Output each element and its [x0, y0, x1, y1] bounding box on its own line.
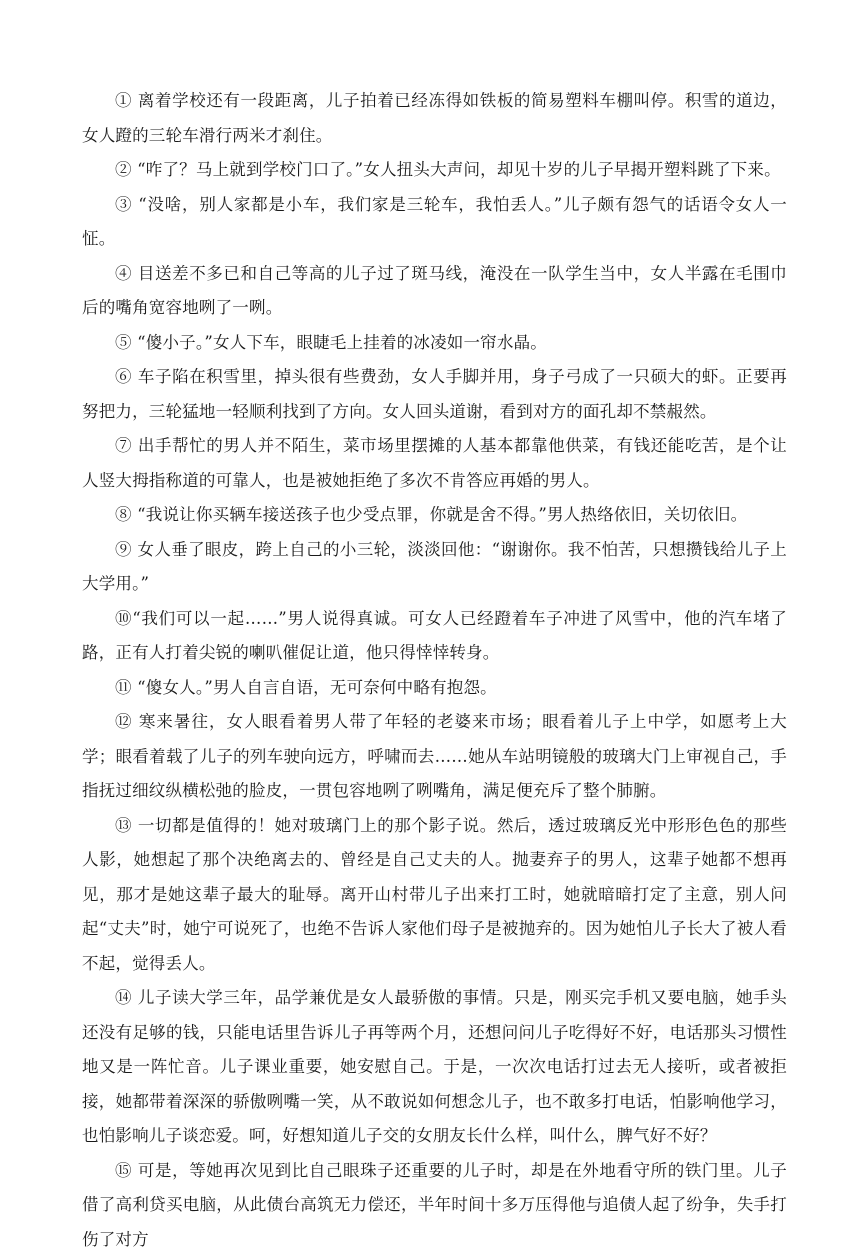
paragraph-13: ⑬ 一切都是值得的！她对玻璃门上的那个影子说。然后，透过玻璃反光中形形色色的那些人影，她想起了那个决绝离去的、曾经是自己丈夫的人。抛妻弃子的男人，这辈子她都不想再见，那才是她这辈子最大的耻辱。离开山村带儿子出来打工时，她就暗暗打定了主意，别人问起“丈夫”时，她宁可说死了，也绝不告诉人家他们母子是被抛弃的。因为她怕儿子长大了被人看不起，觉得丢人。: [82, 809, 787, 982]
document-body: [82, 84, 787, 1257]
paragraph-1: ① 离着学校还有一段距离，儿子拍着已经冻得如铁板的简易塑料车棚叫停。积雪的道边，女人蹬的三轮车滑行两米才刹住。: [82, 84, 787, 153]
paragraph-11: ⑪ “傻女人。”男人自言自语，无可奈何中略有抱怨。: [82, 671, 787, 706]
paragraph-14: ⑭ 儿子读大学三年，品学兼优是女人最骄傲的事情。只是，刚买完手机又要电脑，她手头还没有足够的钱，只能电话里告诉儿子再等两个月，还想问问儿子吃得好不好，电话那头习惯性地又是一阵忙音。儿子课业重要，她安慰自己。于是，一次次电话打过去无人接听，或者被拒接，她都带着深深的骄傲咧嘴一笑，从不敢说如何想念儿子，也不敢多打电话，怕影响他学习，也怕影响儿子谈恋爱。呵，好想知道儿子交的女朋友长什么样，叫什么，脾气好不好？: [82, 981, 787, 1154]
paragraph-9: ⑨ 女人垂了眼皮，跨上自己的小三轮，淡淡回他：“谢谢你。我不怕苦，只想攒钱给儿子上大学用。”: [82, 533, 787, 602]
paragraph-10: ⑩“我们可以一起……”男人说得真诚。可女人已经蹬着车子冲进了风雪中，他的汽车堵了路，正有人打着尖锐的喇叭催促让道，他只得悻悻转身。: [82, 602, 787, 671]
paragraph-12: ⑫ 寒来暑往，女人眼看着男人带了年轻的老婆来市场；眼看着儿子上中学，如愿考上大学；眼看着载了儿子的列车驶向远方，呼啸而去……她从车站明镜般的玻璃大门上审视自己，手指抚过细纹纵横松弛的脸皮，一贯包容地咧了咧嘴角，满足便充斥了整个肺腑。: [82, 705, 787, 809]
paragraph-3: ③ “没啥，别人家都是小车，我们家是三轮车，我怕丢人。”儿子颇有怨气的话语令女人一怔。: [82, 188, 787, 257]
paragraph-2: ② “咋了？马上就到学校门口了。”女人扭头大声问，却见十岁的儿子早揭开塑料跳了下来。: [82, 153, 787, 188]
paragraph-8: ⑧ “我说让你买辆车接送孩子也少受点罪，你就是舍不得。”男人热络依旧，关切依旧。: [82, 498, 787, 533]
paragraph-5: ⑤ “傻小子。”女人下车，眼睫毛上挂着的冰凌如一帘水晶。: [82, 326, 787, 361]
paragraph-15: ⑮ 可是，等她再次见到比自己眼珠子还重要的儿子时，却是在外地看守所的铁门里。儿子借了高利贷买电脑，从此债台高筑无力偿还，半年时间十多万压得他与追债人起了纷争，失手打伤了对方: [82, 1154, 787, 1257]
paragraph-4: ④ 目送差不多已和自己等高的儿子过了斑马线，淹没在一队学生当中，女人半露在毛围巾后的嘴角宽容地咧了一咧。: [82, 257, 787, 326]
paragraph-6: ⑥ 车子陷在积雪里，掉头很有些费劲，女人手脚并用，身子弓成了一只硕大的虾。正要再努把力，三轮猛地一轻顺利找到了方向。女人回头道谢，看到对方的面孔却不禁赧然。: [82, 360, 787, 429]
paragraph-7: ⑦ 出手帮忙的男人并不陌生，菜市场里摆摊的人基本都靠他供菜，有钱还能吃苦，是个让人竖大拇指称道的可靠人，也是被她拒绝了多次不肯答应再婚的男人。: [82, 429, 787, 498]
